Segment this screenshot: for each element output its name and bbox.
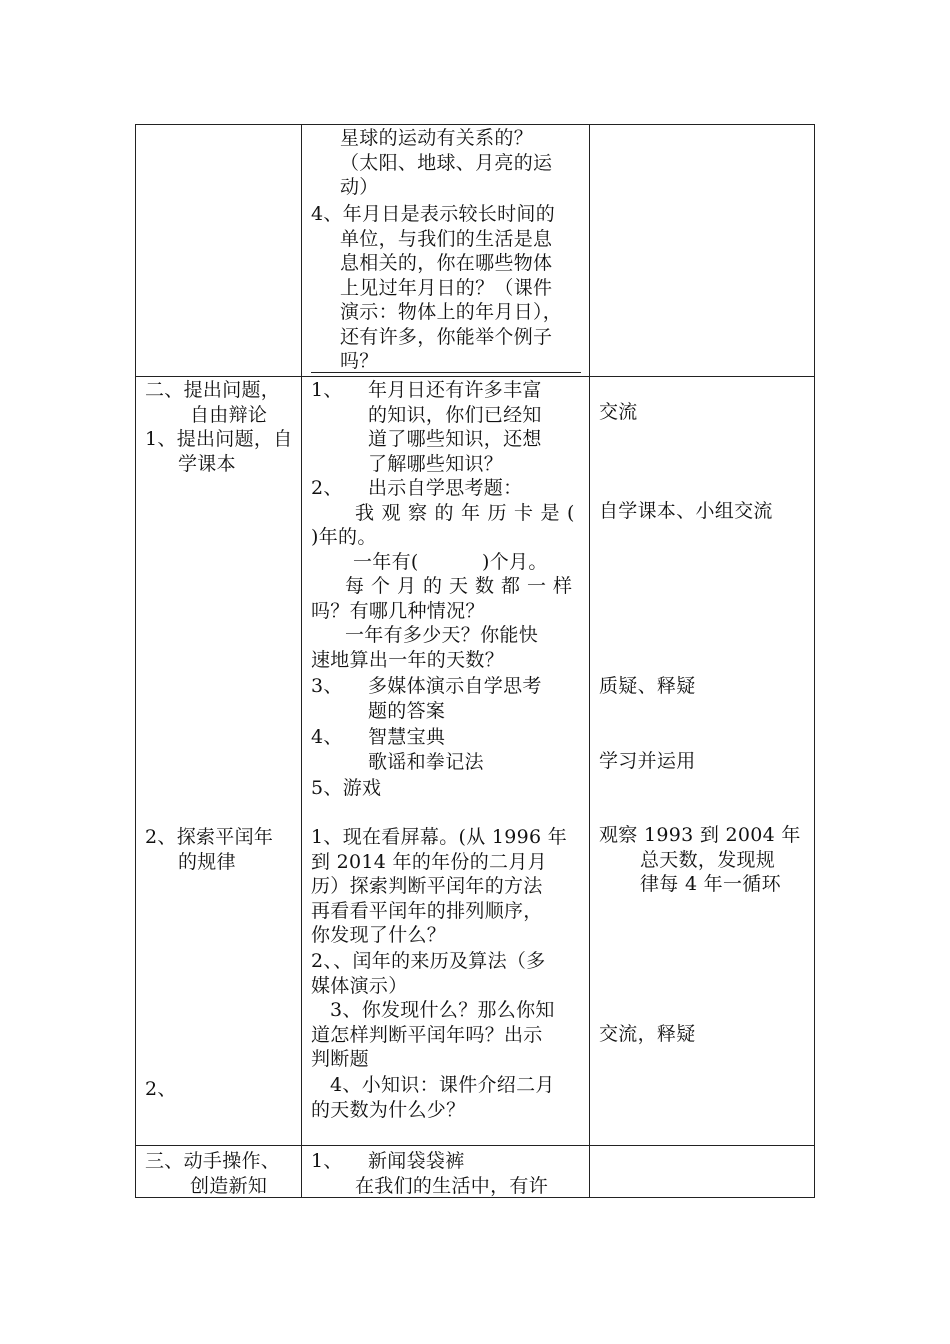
item-text: 年月日还有许多丰富	[368, 379, 542, 401]
section-heading: 创造新知	[190, 1174, 268, 1197]
row1-text-line: 单位，与我们的生活是息	[340, 227, 553, 250]
item-number: 3、	[311, 675, 343, 697]
exploration-text: 4、小知识：课件介绍二月	[330, 1074, 555, 1096]
item-text: 在我们的生活中，有许	[355, 1174, 549, 1197]
exploration-text: 道怎样判断平闰年吗？出示	[311, 1023, 543, 1046]
item-text: 智慧宝典	[368, 726, 446, 748]
table-divider-1	[301, 124, 302, 1198]
activity-label: 交流，释疑	[599, 1023, 696, 1045]
table-divider-2	[589, 124, 590, 1198]
activity-label: 自学课本、小组交流	[599, 500, 773, 522]
activity-label: 学习并运用	[599, 750, 696, 772]
row1-text-line: （太阳、地球、月亮的运	[340, 151, 553, 174]
table-border-left	[135, 124, 136, 1198]
subsection-label: 的规律	[178, 850, 236, 873]
row1-text-line: 息相关的，你在哪些物体	[340, 252, 553, 274]
subsection-label: 1、提出问题，自	[145, 428, 293, 450]
subsection-label: 2、	[145, 1078, 177, 1100]
exploration-text: 再看看平闰年的排列顺序，	[311, 899, 543, 922]
row-separator-2	[135, 1145, 815, 1146]
question-text: 每个月的天数都一样	[345, 575, 580, 597]
exploration-text: 你发现了什么？	[311, 924, 447, 946]
subsection-label: 学课本	[178, 452, 236, 475]
section-heading: 二、提出问题，	[145, 379, 281, 401]
exploration-text: 历）探索判断平闰年的方法	[311, 875, 543, 897]
exploration-text: 的天数为什么少？	[311, 1098, 466, 1121]
question-text: 速地算出一年的天数？	[311, 648, 505, 671]
item-number: 1、	[311, 379, 343, 401]
item-text: 的知识，你们已经知	[368, 403, 542, 426]
question-text: 一年有多少天？你能快	[345, 624, 539, 646]
question-text: 我观察的年历卡是(	[355, 501, 582, 524]
row-separator-1	[135, 376, 815, 377]
section-heading: 三、动手操作、	[145, 1150, 281, 1172]
exploration-text: 到 2014 年的年份的二月月	[311, 850, 547, 873]
row1-text-line: 还有许多，你能举个例子	[340, 325, 553, 348]
row1-text-line: 演示：物体上的年月日），	[340, 301, 563, 323]
table-border-top	[135, 124, 815, 125]
row1-text-line: 吗？	[340, 350, 379, 372]
subsection-label: 2、探索平闰年	[145, 826, 274, 848]
item-text: 多媒体演示自学思考	[368, 675, 542, 697]
item-number: 4、	[311, 726, 343, 748]
row1-text-line: 4、年月日是表示较长时间的	[311, 203, 555, 225]
item-text: 新闻袋袋裤	[368, 1150, 465, 1172]
item-text: 歌谣和拳记法	[368, 750, 484, 773]
question-text: 吗？有哪几种情况？	[311, 599, 485, 622]
item-text: 题的答案	[368, 699, 446, 722]
activity-label: 交流	[599, 401, 638, 423]
item-text: 道了哪些知识，还想	[368, 428, 542, 450]
table-border-right	[814, 124, 815, 1198]
item-text: 出示自学思考题：	[368, 477, 523, 499]
row1-text-line: 星球的运动有关系的？	[340, 127, 534, 149]
exploration-text: 1、现在看屏幕。(从 1996 年	[311, 826, 568, 848]
question-text: 一年有( )个月。	[353, 550, 548, 573]
row1-text-line: 上见过年月日的？（课件	[340, 276, 553, 299]
exploration-text: 媒体演示）	[311, 974, 408, 997]
activity-label: 观察 1993 到 2004 年	[599, 824, 801, 846]
row1-text-line: 动）	[340, 176, 379, 198]
item-text: 5、游戏	[311, 777, 382, 799]
question-text: )年的。	[311, 526, 377, 548]
section-heading: 自由辩论	[190, 403, 268, 426]
item-number: 1、	[311, 1150, 343, 1172]
activity-label: 总天数，发现规	[640, 848, 776, 871]
item-text: 了解哪些知识？	[368, 452, 504, 475]
item-number: 2、	[311, 477, 343, 499]
activity-label: 质疑、释疑	[599, 675, 696, 697]
activity-label: 律每 4 年一循环	[640, 873, 781, 895]
exploration-text: 3、你发现什么？那么你知	[330, 999, 555, 1021]
exploration-text: 2、、闰年的来历及算法（多	[311, 950, 546, 972]
exploration-text: 判断题	[311, 1048, 369, 1070]
